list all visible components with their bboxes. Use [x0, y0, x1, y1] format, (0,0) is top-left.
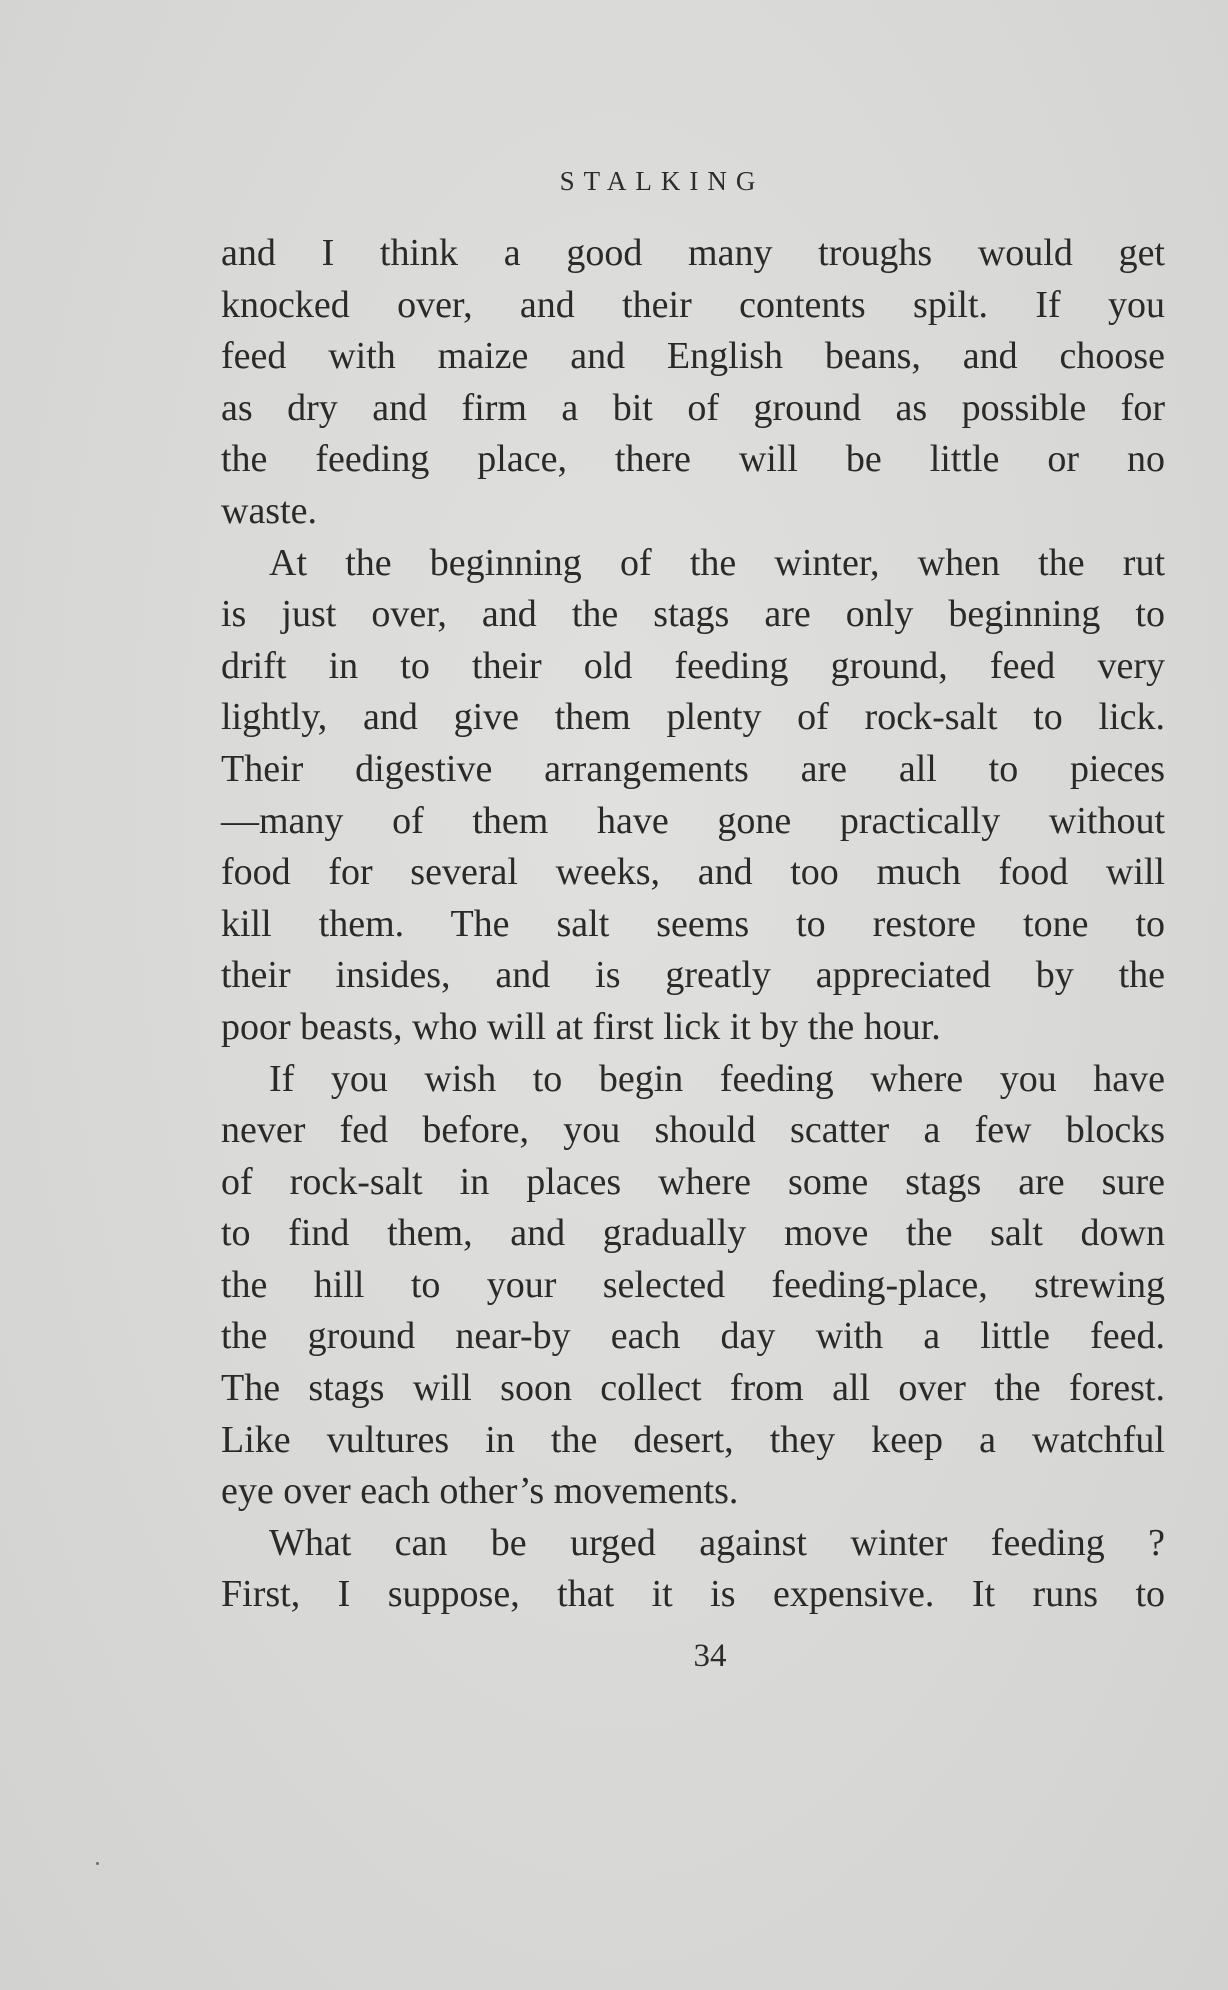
text-line: First, I suppose, that it is expensive. It runs to	[221, 1573, 1165, 1616]
running-head: STALKING	[559, 166, 765, 196]
text-line: Like vultures in the desert, they keep a watchful	[221, 1418, 1165, 1461]
text-line: to find them, and gradually move the salt down	[221, 1212, 1165, 1255]
text-line: never fed before, you should scatter a few blocks	[221, 1109, 1165, 1152]
text-line: the feeding place, there will be little or no	[221, 438, 1165, 481]
text-line: knocked over, and their contents spilt. If you	[221, 283, 1165, 326]
text-line: drift in to their old feeding ground, feed very	[221, 644, 1165, 687]
text-line: food for several weeks, and too much food will	[221, 851, 1165, 894]
text-line: —many of them have gone practically without	[221, 799, 1165, 842]
text-line: waste.	[221, 489, 318, 532]
text-line: lightly, and give them plenty of rock-salt to lick.	[221, 696, 1165, 739]
text-line: of rock-salt in places where some stags are sure	[221, 1160, 1165, 1203]
text-line: their insides, and is greatly appreciated by the	[221, 954, 1165, 997]
page-number: 34	[693, 1638, 727, 1674]
text-line: The stags will soon collect from all over the forest.	[221, 1367, 1165, 1410]
text-line: is just over, and the stags are only beginning to	[221, 593, 1165, 636]
text-line: eye over each other’s movements.	[221, 1470, 739, 1513]
text-line: If you wish to begin feeding where you have	[269, 1057, 1165, 1100]
text-line: kill them. The salt seems to restore tone to	[221, 902, 1165, 945]
text-line: and I think a good many troughs would get	[221, 232, 1165, 274]
text-line: as dry and firm a bit of ground as possible for	[221, 386, 1165, 429]
text-line: the hill to your selected feeding-place, strewing	[221, 1263, 1165, 1306]
text-line: What can be urged against winter feeding ?	[269, 1521, 1165, 1564]
text-line: poor beasts, who will at first lick it by the hour.	[221, 1005, 941, 1048]
paper-speck	[96, 1862, 99, 1865]
text-line: Their digestive arrangements are all to pieces	[221, 747, 1165, 790]
text-line: the ground near-by each day with a little feed.	[221, 1315, 1165, 1358]
text-line: At the beginning of the winter, when the rut	[269, 541, 1165, 584]
text-line: feed with maize and English beans, and choose	[221, 335, 1165, 378]
body-text	[221, 228, 1165, 1621]
